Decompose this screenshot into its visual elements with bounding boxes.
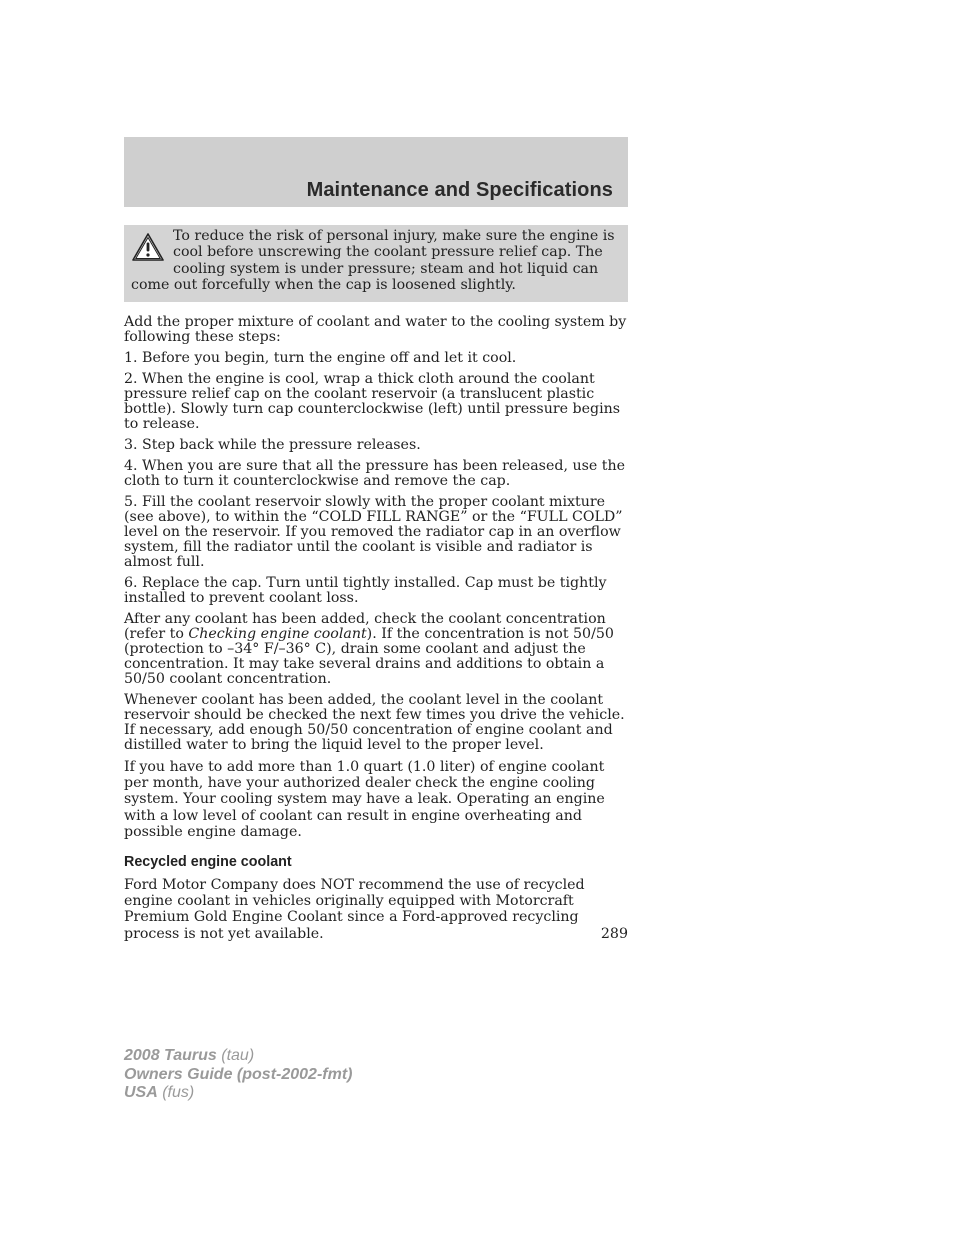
main-content	[124, 315, 630, 948]
section-header-band	[124, 137, 628, 207]
step-1: 1. Before you begin, turn the engine off and let it cool.	[124, 350, 517, 366]
footer-line-model: 2008 Taurus (tau)	[124, 1047, 255, 1064]
concentration-text-end: ). If the concentration is not 50/50 (protection to –34° F/–36° C), drain some coolant and adjust the concentration. It may take several drains and additions to obtain a 50/50 coolant concentration.	[124, 626, 614, 687]
warning-text: To reduce the risk of personal injury, make sure the engine is cool before unscrewing the coolant pressure relief cap. The cooling system is under pressure; steam and hot liquid can come out forcefully when the cap is loosened slightly.	[131, 228, 615, 293]
cross-reference-link: Checking engine coolant	[188, 626, 367, 642]
step-3: 3. Step back while the pressure releases.	[124, 437, 421, 453]
section-title: Maintenance and Specifications	[306, 179, 613, 201]
step-2: 2. When the engine is cool, wrap a thick cloth around the coolant pressure relief cap on the coolant reservoir (a translucent plastic bottle). Slowly turn cap counterclockwise (left) until pressure begins to release.	[124, 371, 621, 432]
document-footer	[124, 1047, 352, 1103]
warning-triangle-icon	[131, 232, 165, 263]
step-6: 6. Replace the cap. Turn until tightly installed. Cap must be tightly installed to prevent coolant loss.	[124, 575, 607, 606]
footer-line-guide: Owners Guide (post-2002-fmt)	[124, 1065, 353, 1083]
warning-box	[124, 225, 628, 302]
whenever-paragraph: Whenever coolant has been added, the coolant level in the coolant reservoir should be checked the next few times you drive the vehicle. If necessary, add enough 50/50 concentration of engine coolant and distilled water to bring the liquid level to the proper level.	[124, 692, 625, 753]
recycled-coolant-paragraph: Ford Motor Company does NOT recommend the use of recycled engine coolant in vehicles originally equipped with Motorcraft Premium Gold Engine Coolant since a Ford-approved recycling process is not yet available.	[124, 877, 585, 942]
recycled-coolant-heading: Recycled engine coolant	[124, 854, 292, 871]
footer-line-region: USA (fus)	[124, 1084, 195, 1101]
concentration-text-start: After any coolant has been added, check the coolant concentration (refer to	[124, 611, 606, 642]
step-5: 5. Fill the coolant reservoir slowly with the proper coolant mixture (see above), to within the “COLD FILL RANGE” or the “FULL COLD” level on the reservoir. If you removed the radiator cap in an overflow system, fill the radiator until the coolant is visible and radiator is almost full.	[124, 494, 623, 570]
leak-paragraph: If you have to add more than 1.0 quart (1.0 liter) of engine coolant per month, have your authorized dealer check the engine cooling system. Your cooling system may have a leak. Operating an engine with a low level of coolant can result in engine overheating and possible engine damage.	[124, 759, 605, 840]
page-number: 289	[600, 926, 628, 942]
concentration-paragraph	[124, 612, 630, 687]
step-4: 4. When you are sure that all the pressure has been released, use the cloth to turn it counterclockwise and remove the cap.	[124, 458, 626, 489]
intro-paragraph: Add the proper mixture of coolant and water to the cooling system by following these steps:	[124, 314, 627, 345]
